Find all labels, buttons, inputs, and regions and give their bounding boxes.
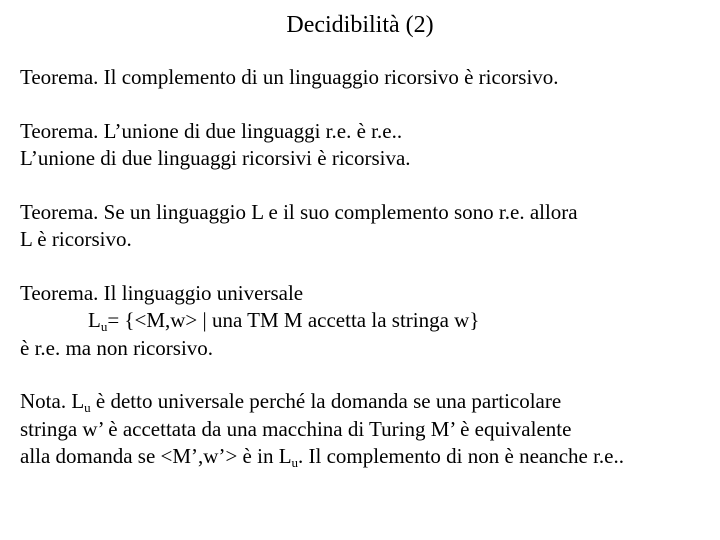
theorem-label: Teorema [20, 199, 94, 224]
slide-title: Decidibilità (2) [286, 12, 434, 38]
formula-subscript: u [100, 319, 108, 334]
theorem-re-complement-line-2: L è ricorsivo. [20, 227, 132, 251]
note-subscript: u [84, 400, 91, 415]
theorem-universal-line-3: è r.e. ma non ricorsivo. [20, 335, 214, 360]
formula-definition: = {<M,w> | una TM M accetta la stringa w} [107, 308, 480, 332]
slide-body [20, 64, 720, 471]
note-text-b: . Il complemento di non è neanche r.e.. [298, 444, 625, 468]
note-line-3 [20, 443, 720, 471]
theorem-text: . L’unione di due linguaggi r.e. è r.e.. [93, 118, 403, 143]
theorem-text: . Se un linguaggio L e il suo complemento sono r.e. allora [93, 199, 578, 224]
theorem-text: . Il complemento di un linguaggio ricorsivo è ricorsivo. [93, 65, 559, 89]
note-universal [20, 388, 720, 471]
theorem-label: Teorema [20, 280, 94, 305]
theorem-union-line-1 [20, 118, 720, 146]
theorem-text: . Il linguaggio universale [93, 280, 304, 305]
note-line-1 [20, 388, 720, 416]
note-subscript: u [291, 455, 299, 470]
note-text-a: . L [60, 389, 85, 413]
note-label: Nota [20, 389, 61, 413]
theorem-universal-line-1 [20, 280, 720, 308]
formula-symbol: L [88, 308, 101, 332]
universal-language-formula [20, 307, 720, 335]
theorem-union-line-2: L’unione di due linguaggi ricorsivi è ricorsiva. [20, 146, 411, 170]
theorem-union [20, 118, 720, 173]
theorem-universal-language [20, 280, 720, 363]
theorem-re-complement-line-1 [20, 199, 720, 227]
theorem-label: Teorema [20, 118, 94, 143]
note-text-b: è detto universale perché la domanda se una particolare [90, 389, 562, 413]
note-text-a: alla domanda se <M’,w’> è in L [20, 444, 292, 468]
theorem-re-complement [20, 199, 720, 254]
theorem-label: Teorema [20, 65, 94, 89]
theorem-complement-line [20, 64, 720, 92]
theorem-complement [20, 64, 720, 92]
note-line-2: stringa w’ è accettata da una macchina di Turing M’ è equivalente [20, 416, 572, 441]
